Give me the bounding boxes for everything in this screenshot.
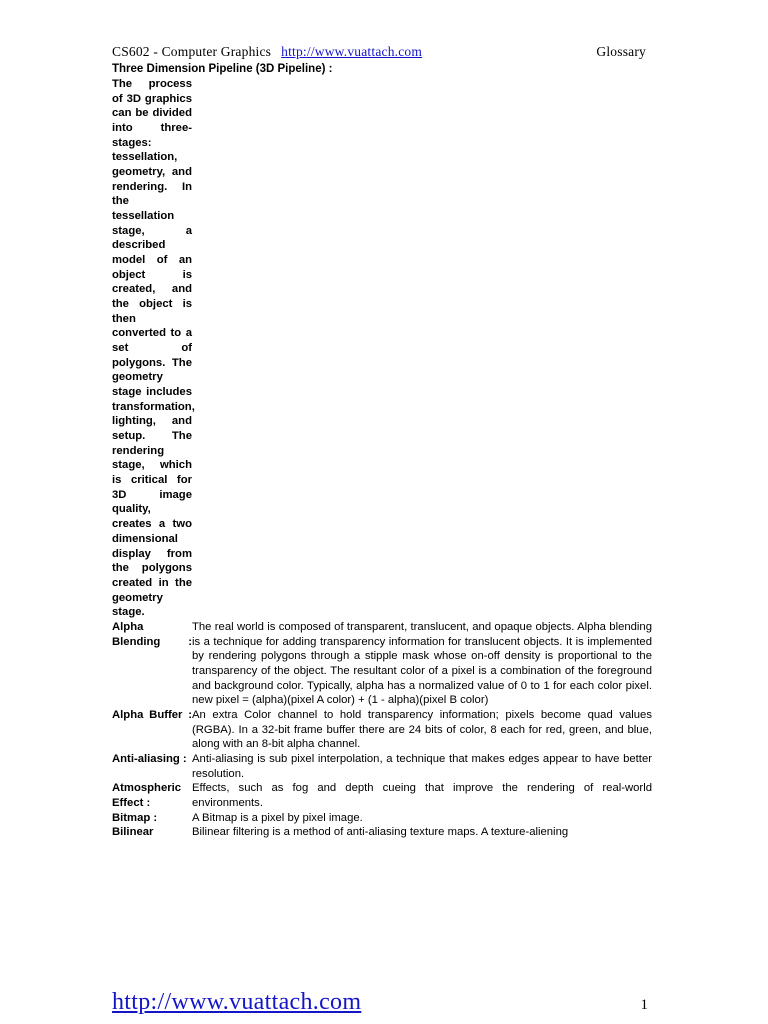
- term-bitmap: Bitmap :: [112, 811, 158, 824]
- page-footer: [112, 989, 652, 1016]
- term-alpha-blending: Alpha Blending :: [112, 620, 192, 648]
- page-number: 1: [640, 997, 648, 1013]
- definition-bilinear: Bilinear filtering is a method of anti-aliasing texture maps. A texture-aliening: [192, 826, 569, 839]
- table-row: [112, 620, 652, 708]
- page-title: Three Dimension Pipeline (3D Pipeline) :: [112, 63, 333, 75]
- header-section-label: Glossary: [596, 44, 646, 59]
- term-anti-aliasing: Anti-aliasing :: [112, 752, 187, 765]
- table-row: [112, 825, 652, 840]
- table-row: [112, 708, 652, 752]
- definition-atmospheric-effect: Effects, such as fog and depth cueing that improve the rendering of real-world environments.: [192, 782, 652, 809]
- pipeline-description: The process of 3D graphics can be divided into three-stages: tessellation, geometry, and rendering. In the tessellation stage, a described model of an object is created, and the object is then converted to a set of polygons. The geometry stage includes transformation, lighting, and setup. The rendering stage, which is critical for 3D image quality, creates a two dimensional display from the polygons created in the geometry stage.: [112, 78, 195, 619]
- page-content: [112, 44, 652, 840]
- pipeline-spacer: [192, 77, 652, 620]
- footer-site-link[interactable]: http://www.vuattach.com: [112, 989, 362, 1015]
- table-row: [112, 811, 652, 826]
- page-header: [112, 44, 652, 60]
- term-bilinear: Bilinear: [112, 826, 154, 839]
- table-row: [112, 77, 652, 620]
- term-alpha-buffer: Alpha Buffer :: [112, 708, 192, 721]
- term-atmospheric-effect: Atmospheric Effect :: [112, 782, 182, 809]
- definition-alpha-buffer: An extra Color channel to hold transparency information; pixels become quad values (RGBA). In a 32-bit frame buffer there are 24 bits of color, 8 each for red, green, and blue, along with an 8-bit alpha channel.: [192, 708, 652, 751]
- table-row: [112, 752, 652, 781]
- definition-anti-aliasing: Anti-aliasing is sub pixel interpolation, a technique that makes edges appear to have better resolution.: [192, 752, 652, 780]
- definition-alpha-blending: The real world is composed of transparent, translucent, and opaque objects. Alpha blending is a technique for adding transparency information for translucent objects. It is implemented by rendering polygons through a stipple mask whose on-off density is proportional to the transparency of the object. The resultant color of a pixel is a combination of the foreground and background color. Typically, alpha has a normalized value of 0 to 1 for each color pixel. new pixel = (alpha)(pixel A color) + (1 - alpha)(pixel B color): [192, 620, 652, 707]
- course-title: CS602 - Computer Graphics: [112, 44, 272, 59]
- glossary-table: [112, 77, 652, 840]
- definition-bitmap: A Bitmap is a pixel by pixel image.: [192, 811, 363, 824]
- table-row: [112, 781, 652, 810]
- header-site-link[interactable]: http://www.vuattach.com: [281, 44, 423, 59]
